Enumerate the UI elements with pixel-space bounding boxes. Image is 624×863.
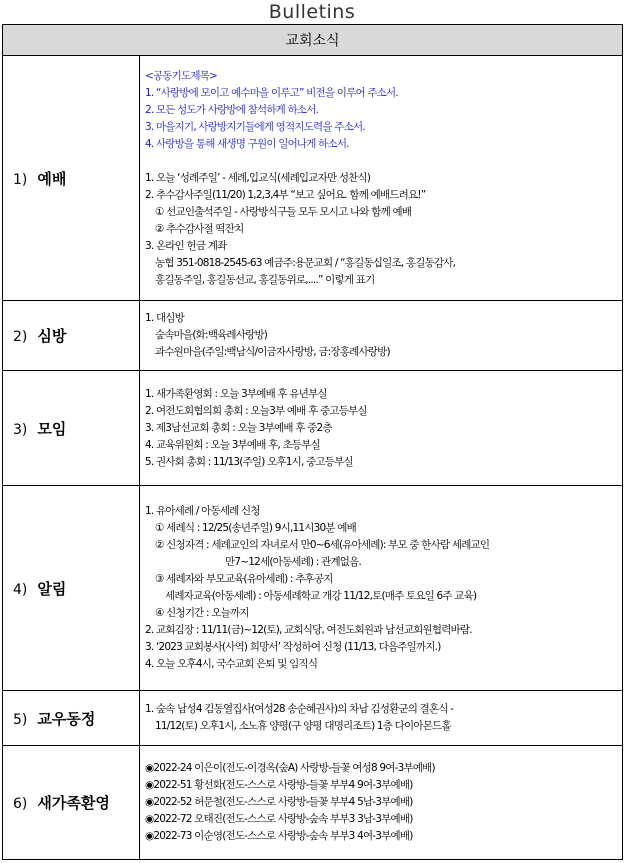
list-item: 11/12(토) 오후1시, 소노휴 양평(구 양평 대명리조트) 1층 다이아몬드홀 bbox=[155, 720, 451, 732]
row-title: 알림 bbox=[37, 579, 67, 598]
prayer-title: <공동기도제목> bbox=[145, 69, 218, 82]
row-label bbox=[3, 486, 140, 691]
spacer bbox=[145, 153, 617, 170]
row-visitation bbox=[3, 301, 623, 371]
list-item: 과수원마을(주일:백남식/이금자사랑방, 금:장홍례사랑방) bbox=[155, 346, 390, 358]
list-item: 숲속마을(화:백육례사랑방) bbox=[155, 329, 268, 341]
list-item: 4. 오늘 오후4시, 국수교회 은퇴 및 임직식 bbox=[145, 658, 318, 670]
prayer-item: 4. 사랑방을 통해 새생명 구원이 일어나게 하소서. bbox=[145, 137, 349, 150]
row-content bbox=[140, 746, 623, 860]
row-content bbox=[140, 371, 623, 486]
row-label bbox=[3, 371, 140, 486]
list-item: 2. 추수감사주일(11/20) 1,2,3,4부 “보고 싶어요. 함께 예배드려요!” bbox=[145, 188, 426, 201]
row-meetings bbox=[3, 371, 623, 486]
list-item: 3. 온라인 헌금 계좌 bbox=[145, 239, 227, 252]
row-title: 새가족환영 bbox=[37, 794, 110, 812]
row-content bbox=[140, 486, 623, 691]
list-item: 3. ‘2023 교회봉사(사역) 희망서’ 작성하여 신청 (11/13, 다음주일까지.) bbox=[145, 641, 441, 653]
row-label bbox=[3, 691, 140, 746]
list-item: 4. 교육위원회 : 오늘 3부예배 후, 초등부실 bbox=[145, 438, 320, 451]
prayer-item: 3. 마을지기, 사랑방지기들에게 영적지도력을 주소서. bbox=[145, 120, 365, 133]
prayer-item: 2. 모든 성도가 사랑방에 참석하게 하소서. bbox=[145, 103, 319, 116]
row-number: 2) bbox=[13, 329, 28, 345]
list-item: 농협 351-0818-2545-63 예금주:용문교회 / “홍길동십일조, 홍길동감사, bbox=[155, 256, 456, 269]
row-label bbox=[3, 56, 140, 301]
row-label bbox=[3, 746, 140, 860]
bulletin-table bbox=[2, 24, 623, 860]
list-item: 1. 새가족환영회 : 오늘 3부예배 후 유년부실 bbox=[145, 387, 327, 400]
row-number: 4) bbox=[13, 581, 28, 598]
list-item: ④ 신청기간 : 오늘까지 bbox=[155, 607, 249, 619]
list-item: 1. 유아세례 / 아동세례 신청 bbox=[145, 505, 260, 517]
list-item: ② 추수감사절 떡잔치 bbox=[155, 222, 244, 235]
page-title: Bulletins bbox=[268, 1, 356, 23]
row-title: 심방 bbox=[37, 327, 67, 345]
list-item: ① 선교인출석주일 - 사랑방식구들 모두 모시고 나와 함께 예배 bbox=[155, 205, 412, 218]
list-item: ◉2022-52 허문철(전도-스스로 사랑방-들꽃 부부4 5남-3부예배) bbox=[145, 796, 413, 808]
row-title: 예배 bbox=[37, 169, 67, 188]
list-item: 만7~12세(아동세례) : 관계없음. bbox=[225, 556, 362, 568]
list-item: ③ 세례자와 부모교육(유아세례) : 추후공지 bbox=[155, 573, 333, 585]
row-content bbox=[140, 301, 623, 371]
section-header: 교회소식 bbox=[3, 25, 623, 56]
row-notices bbox=[3, 486, 623, 691]
row-content bbox=[140, 56, 623, 301]
list-item: ◉2022-51 황선화(전도-스스로 사랑방-들꽃 부부4 9여-3부예배) bbox=[145, 779, 413, 791]
row-label bbox=[3, 301, 140, 371]
row-title: 교우동정 bbox=[37, 709, 96, 728]
row-newcomers bbox=[3, 746, 623, 860]
row-worship bbox=[3, 56, 623, 301]
list-item: 2. 교회김장 : 11/11(금)~12(토), 교회식당, 여전도회원과 남선교회원협력바람. bbox=[145, 624, 472, 636]
row-number: 1) bbox=[13, 171, 28, 188]
row-number: 6) bbox=[13, 796, 28, 812]
list-item: ◉2022-24 이은이(전도-이경옥(숲A) 사랑방-들꽃 여성8 9여-3부예배) bbox=[145, 762, 435, 774]
list-item: 1. 숲속 남성4 김동열집사(여성28 송순혜권사)의 차남 김성환군의 결혼식 - bbox=[145, 703, 454, 715]
list-item: 2. 여전도회협의회 총회 : 오늘3부 예배 후 중고등부실 bbox=[145, 404, 367, 417]
row-number: 3) bbox=[13, 421, 28, 438]
list-item: 3. 제3남선교회 총회 : 오늘 3부예배 후 중2층 bbox=[145, 421, 332, 434]
list-item: 1. 대심방 bbox=[145, 312, 184, 324]
list-item: ◉2022-72 오태진(전도-스스로 사랑방-숲속 부부3 3남-3부예배) bbox=[145, 813, 413, 825]
list-item: 세례자교육(아동세례) : 아동세례학교 개강 11/12,토(매주 토요일 6주 교육) bbox=[165, 590, 477, 602]
row-title: 모임 bbox=[37, 419, 67, 438]
row-number: 5) bbox=[13, 711, 28, 728]
row-member-news bbox=[3, 691, 623, 746]
list-item: 홍길동주일, 홍길동선교, 홍길동위로,....” 이렇게 표기 bbox=[155, 273, 375, 286]
prayer-item: 1. “사랑방에 모이고 예수마을 이루고” 비전을 이루어 주소서. bbox=[145, 86, 398, 99]
list-item: ② 신청자격 : 세례교인의 자녀로서 만0~6세(유아세례): 부모 중 한사람 세례교인 bbox=[155, 539, 490, 551]
list-item: 1. 오늘 ‘성례주일’ - 세례,입교식(세례입교자만 성찬식) bbox=[145, 171, 371, 184]
list-item: ◉2022-73 이순영(전도-스스로 사랑방-숲속 부부3 4여-3부예배) bbox=[145, 830, 413, 842]
list-item: 5. 권사회 총회 : 11/13(주일) 오후1시, 중고등부실 bbox=[145, 455, 353, 468]
row-content bbox=[140, 691, 623, 746]
list-item: ① 세례식 : 12/25(송년주일) 9시,11시30분 예배 bbox=[155, 522, 356, 534]
